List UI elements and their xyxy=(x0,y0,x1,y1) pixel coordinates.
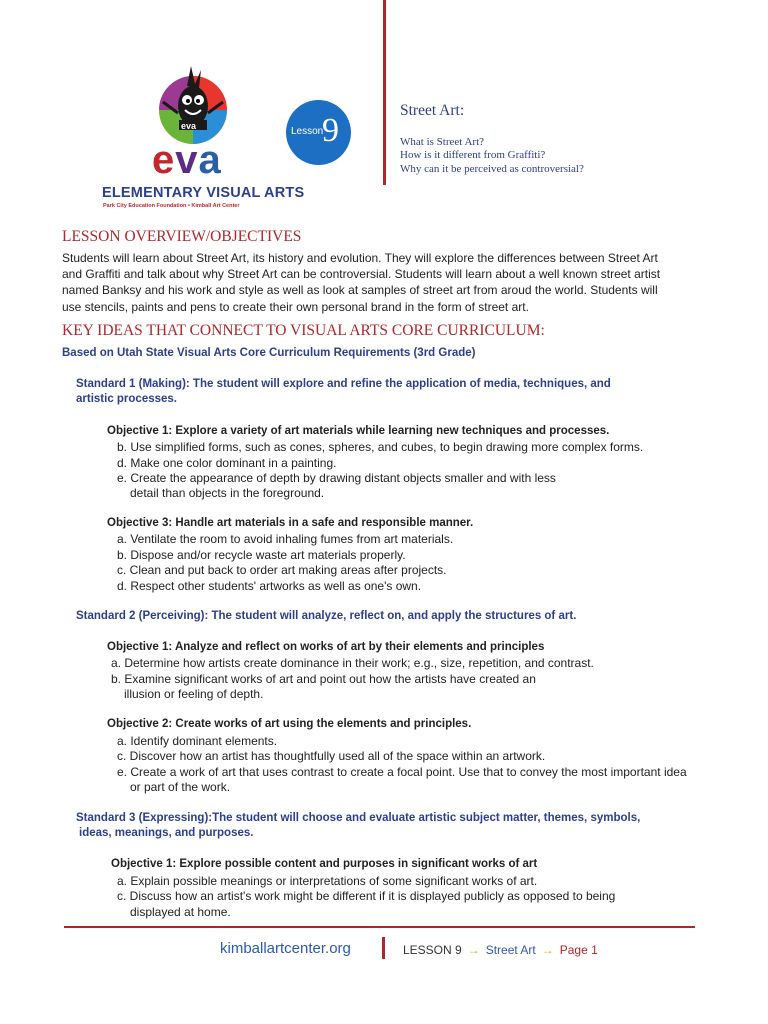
breadcrumb-lesson: LESSON 9 xyxy=(403,943,462,957)
objective-item: c. Discover how an artist has thoughtfully used all of the space within an artwork. xyxy=(117,749,546,763)
objective-item: b. Dispose and/or recycle waste art materials properly. xyxy=(117,548,406,562)
objective-title: Objective 1: Explore a variety of art materials while learning new techniques and processes. xyxy=(107,425,610,437)
footer-url-link[interactable]: kimballartcenter.org xyxy=(220,940,351,957)
key-ideas-heading: KEY IDEAS THAT CONNECT TO VISUAL ARTS CORE CURRICULUM: xyxy=(62,322,545,339)
breadcrumb-topic: Street Art xyxy=(485,943,536,957)
lesson-badge xyxy=(286,100,351,165)
footer-divider xyxy=(382,937,385,959)
objective-item: a. Determine how artists create dominance in their work; e.g., size, repetition, and contrast. xyxy=(111,656,594,670)
question: How is it different from Graffiti? xyxy=(400,149,546,161)
objective-item: d. Make one color dominant in a painting. xyxy=(117,456,337,470)
objective-title: Objective 1: Explore possible content and purposes in significant works of art xyxy=(111,858,538,870)
objective-item: e. Create a work of art that uses contrast to create a focal point. Use that to convey the most important idea xyxy=(117,765,687,779)
objective-item: a. Identify dominant elements. xyxy=(117,734,278,748)
objective-title: Objective 2: Create works of art using the elements and principles. xyxy=(107,718,472,730)
objective-item: d. Respect other students' artworks as well as one's own. xyxy=(117,579,422,593)
overview-line: use stencils, paints and pens to create their own personal brand in the form of street art. xyxy=(62,299,529,314)
arrow-right-icon: → xyxy=(541,943,554,957)
standard-1-line: Standard 1 (Making): The student will explore and refine the application of media, techniques, and xyxy=(76,378,611,390)
objective-item: or part of the work. xyxy=(130,780,231,794)
question: Why can it be perceived as controversial? xyxy=(400,163,584,175)
lesson-word: Lesson xyxy=(291,126,324,137)
eva-wordmark: eva xyxy=(152,138,222,182)
footer-breadcrumb xyxy=(403,943,598,957)
objective-item: a. Explain possible meanings or interpretations of some significant works of art. xyxy=(117,874,538,888)
objective-item: b. Examine significant works of art and point out how the artists have created an xyxy=(111,672,536,686)
objective-item: c. Clean and put back to order art making areas after projects. xyxy=(117,563,447,577)
objective-item: a. Ventilate the room to avoid inhaling fumes from art materials. xyxy=(117,532,454,546)
org-name: ELEMENTARY VISUAL ARTS xyxy=(102,185,305,201)
objective-item: b. Use simplified forms, such as cones, spheres, and cubes, to begin drawing more complex forms. xyxy=(117,440,644,454)
objective-title: Objective 3: Handle art materials in a safe and responsible manner. xyxy=(107,517,474,529)
breadcrumb-page: Page 1 xyxy=(559,943,598,957)
standard-1-line: artistic processes. xyxy=(76,393,178,405)
objective-item: c. Discuss how an artist's work might be different if it is displayed publicly as opposed to being xyxy=(117,889,616,903)
header-divider xyxy=(383,0,386,185)
lesson-title: Street Art: xyxy=(400,102,465,119)
objective-title: Objective 1: Analyze and reflect on works of art by their elements and principles xyxy=(107,641,545,653)
standard-3-line: Standard 3 (Expressing):The student will choose and evaluate artistic subject matter, themes, symbols, xyxy=(76,812,641,824)
overview-paragraph xyxy=(62,250,722,315)
arrow-right-icon: → xyxy=(467,943,480,957)
standard-2-line: Standard 2 (Perceiving): The student will analyze, reflect on, and apply the structures of art. xyxy=(76,610,577,622)
overview-line: and Graffiti and talk about why Street Art can be controversial. Students will learn about a well known street artist xyxy=(62,267,661,282)
objective-item: detail than objects in the foreground. xyxy=(130,486,325,500)
standard-3-line: ideas, meanings, and purposes. xyxy=(79,827,254,839)
question: What is Street Art? xyxy=(400,136,485,148)
curriculum-basis: Based on Utah State Visual Arts Core Curriculum Requirements (3rd Grade) xyxy=(62,347,476,359)
logo-badge-text: eva xyxy=(181,121,197,131)
footer-rule xyxy=(64,926,695,928)
lesson-number: 9 xyxy=(322,112,339,149)
objective-item: illusion or feeling of depth. xyxy=(124,687,264,701)
objective-item: e. Create the appearance of depth by drawing distant objects smaller and with less xyxy=(117,471,556,485)
objective-item: displayed at home. xyxy=(130,905,231,919)
overview-line: Students will learn about Street Art, its history and evolution. They will explore the differences between Street Art xyxy=(62,251,658,265)
org-subtitle: Park City Education Foundation • Kimball Art Center xyxy=(103,203,240,209)
overview-heading: LESSON OVERVIEW/OBJECTIVES xyxy=(62,228,302,245)
eva-logo xyxy=(157,58,229,146)
overview-line: named Banksy and his work and style as well as look at samples of street art from aroud the world. Students will xyxy=(62,283,658,298)
